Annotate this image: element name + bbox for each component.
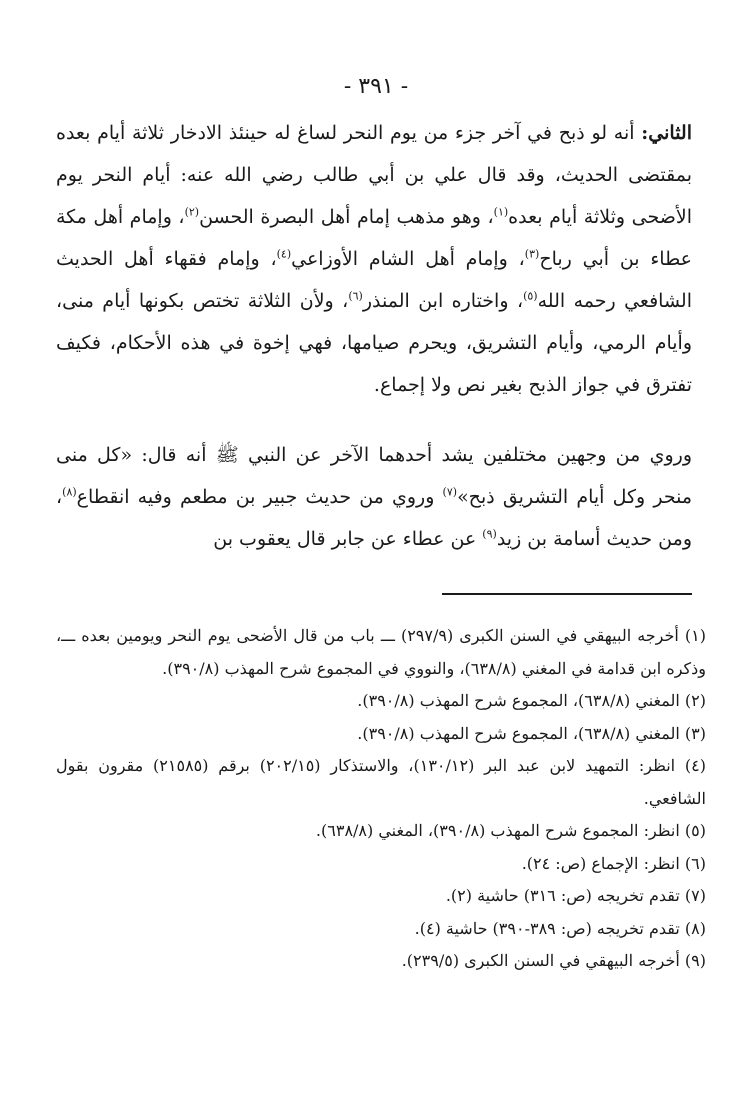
footnote-separator (442, 593, 692, 595)
text-segment: عن عطاء عن جابر قال يعقوب بن (213, 528, 483, 550)
text-segment: ، وإمام أهل مكة عطاء بن أبي رباح (56, 206, 693, 270)
footnote-ref: (٦) (348, 289, 363, 303)
footnotes (56, 620, 706, 978)
footnote: (٨) تقدم تخريجه (ص: ٣٨٩-٣٩٠) حاشية (٤). (414, 918, 706, 938)
text-segment: ، وإمام أهل الشام الأوزاعي (291, 248, 525, 270)
footnote: (٣) المغني (٦٣٨/٨)، المجموع شرح المهذب (٣٩٠/٨). (357, 723, 706, 743)
footnote-ref: (٩) (482, 527, 497, 541)
paragraph (56, 434, 692, 560)
text-segment: أنه لو ذبح في آخر جزء من يوم النحر لساغ له حينئذ الادخار ثلاثة أيام بعده بمقتضى الحديث، وقد قال علي بن أبي طالب رضي الله عنه: أيام النحر يوم الأضحى وثلاثة أيام بعده (56, 122, 692, 228)
footnote-ref: (٢) (184, 205, 200, 219)
footnote: (٢) المغني (٦٣٨/٨)، المجموع شرح المهذب (٣٩٠/٨). (357, 691, 706, 710)
text-segment: ، واختاره ابن المنذر (362, 290, 524, 312)
footnote: (٩) أخرجه البيهقي في السنن الكبرى (٢٣٩/٥). (401, 951, 706, 970)
footnote: (٥) انظر: المجموع شرح المهذب (٣٩٠/٨)، المغني (٦٣٨/٨). (315, 821, 706, 840)
text-segment: ، وهو مذهب إمام أهل البصرة الحسن (199, 206, 494, 228)
text-segment: ، ومن حديث أسامة بن زيد (56, 486, 692, 550)
text-segment: ، وإمام فقهاء أهل الحديث الشافعي رحمه الله (56, 248, 692, 312)
paragraph (56, 112, 692, 406)
footnote: (٦) انظر: الإجماع (ص: ٢٤). (521, 853, 706, 873)
text-segment: ، ولأن الثلاثة تختص بكونها أيام منى، وأيام الرمي، وأيام التشريق، ويحرم صيامها، فهي إخوة في هذه الأحكام، فكيف تفترق في جواز الذبح بغير نص ولا إجماع. (56, 290, 692, 396)
text-segment: وروي من وجهين مختلفين يشد أحدهما الآخر عن النبي ﷺ أنه قال: «كل منى منحر وكل أيام التشريق ذبح» (56, 444, 693, 508)
footnote: (٤) انظر: التمهيد لابن عبد البر (١٣٠/١٢)، والاستذكار (٢٠٢/١٥) برقم (٢١٥٨٥) مقرون بقول الشافعي. (56, 756, 707, 808)
page-number: - ٣٩١ - (343, 74, 409, 99)
paragraph-lead: الثاني: (641, 122, 692, 144)
footnote-ref: (٥) (523, 289, 538, 303)
footnote-ref: (٨) (62, 485, 77, 499)
footnote-ref: (٤) (276, 247, 292, 261)
footnote-ref: (٧) (442, 485, 458, 499)
footnote-ref: (١) (493, 205, 509, 219)
main-text (56, 112, 692, 560)
footnote: (١) أخرجه البيهقي في السنن الكبرى (٢٩٧/٩) ـــ باب من قال الأضحى يوم النحر ويومين بعده ـــ، وذكره ابن قدامة في المغني (٦٣٨/٨)، والنووي في المجموع شرح المهذب (٣٩٠/٨). (56, 626, 706, 678)
footnote: (٧) تقدم تخريجه (ص: ٣١٦) حاشية (٢). (445, 886, 706, 905)
text-segment: وروي من حديث جبير بن مطعم وفيه انقطاع (76, 486, 443, 508)
footnote-ref: (٣) (524, 247, 540, 261)
